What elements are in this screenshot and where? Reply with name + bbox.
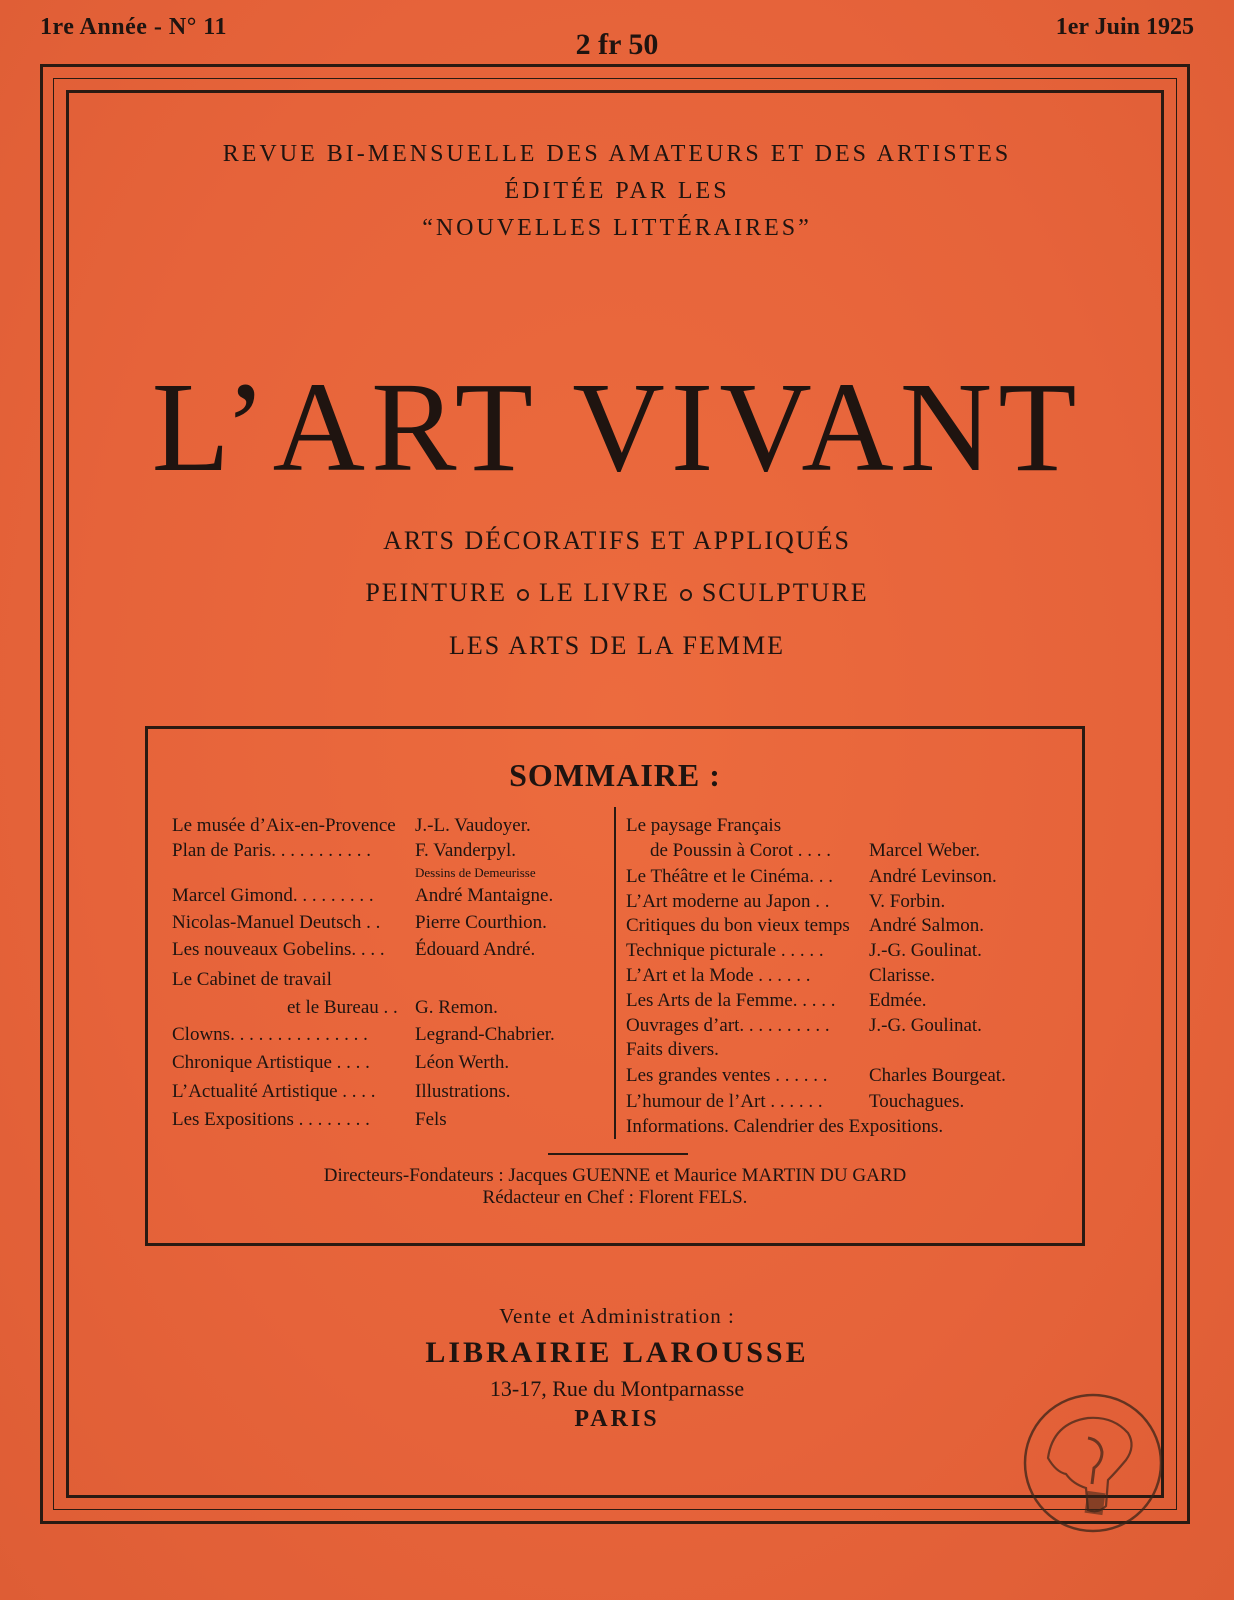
issue-number: 1re Année - N° 11 <box>40 14 227 40</box>
revue-line-3: “NOUVELLES LITTÉRAIRES” <box>422 215 812 241</box>
column-divider <box>614 807 616 1139</box>
subtitle-sculpture: SCULPTURE <box>701 578 869 607</box>
revue-line-2: ÉDITÉE PAR LES <box>504 178 730 204</box>
revue-description <box>0 136 1234 247</box>
price: 2 fr 50 <box>575 28 659 61</box>
header-line <box>40 10 1194 61</box>
redacteur-line: Rédacteur en Chef : Florent FELS. <box>482 1187 748 1208</box>
directeurs-line: Directeurs-Fondateurs : Jacques GUENNE et Maurice MARTIN DU GARD <box>323 1165 907 1186</box>
publisher-name: LIBRAIRIE LAROUSSE <box>425 1336 809 1369</box>
separator-rule <box>548 1153 688 1155</box>
collector-stamp-icon <box>1018 1388 1168 1538</box>
subtitle-1: ARTS DÉCORATIFS ET APPLIQUÉS <box>383 526 851 555</box>
subtitle-livre: LE LIVRE <box>539 578 670 607</box>
publisher-address: 13-17, Rue du Montparnasse <box>489 1376 745 1401</box>
vente-label: Vente et Administration : <box>499 1304 735 1328</box>
revue-line-1: REVUE BI-MENSUELLE DES AMATEURS ET DES ARTISTES <box>222 141 1012 167</box>
subtitle-peinture: PEINTURE <box>365 578 508 607</box>
subtitle-3: LES ARTS DE LA FEMME <box>448 631 786 660</box>
sommaire-heading: SOMMAIRE : <box>509 757 721 793</box>
publisher-city: PARIS <box>574 1406 660 1432</box>
bullet-icon <box>680 589 692 601</box>
magazine-title: L’ART VIVANT <box>151 356 1083 498</box>
sommaire-box: SOMMAIRE : Le musée d’Aix-en-Provence J.-L. Vaudoyer. Plan de Paris. . . . . . . . . . . F. Vanderpyl. Dessins de Demeurisse Marcel Gimond. . . . . . . . . André Mantaigne. Nicolas-Manuel Deutsch . . Pierre Courthion. Les nouveaux Gobelins. . . . Édouard André. Le Cabinet de travail et le Bureau . . G. Remon. Clowns. . . . . . . . . . . . . . . Legrand-Chabrier. Chronique Artistique . . . . Léon Werth. L’Actualité Artistique . . . . Illustrations. Les Expositions . . . . . . . . Fels Le paysage Français de Poussin à Corot . . . . Marcel Weber. Le Théâtre et le Cinéma. . . André Levinson. L’Art moderne au Japon . . V. Forbin. Critiques du bon vieux temps André Salmon. Technique picturale . . . . . J.-G. Goulinat. L’Art et la Mode . . . . . . Clarisse. Les Arts de la Femme. . . . . Edmée. Ouvrages d’art. . . . . . . . . . J.-G. Goulinat. Faits divers. Les grandes ventes . . . . . . Charles Bourgeat. L’humour de l’Art . . . . . . Touchagues. Informations. Calendrier des Expositions. Directeurs-Fondateurs : Jacques GUENNE et Maurice MARTIN DU GARD Rédacteur en Chef : Florent FELS. <box>145 726 1085 1246</box>
credits <box>148 1165 1082 1209</box>
subtitle-2 <box>0 578 1234 608</box>
bullet-icon <box>517 589 529 601</box>
issue-date: 1er Juin 1925 <box>1055 14 1194 40</box>
